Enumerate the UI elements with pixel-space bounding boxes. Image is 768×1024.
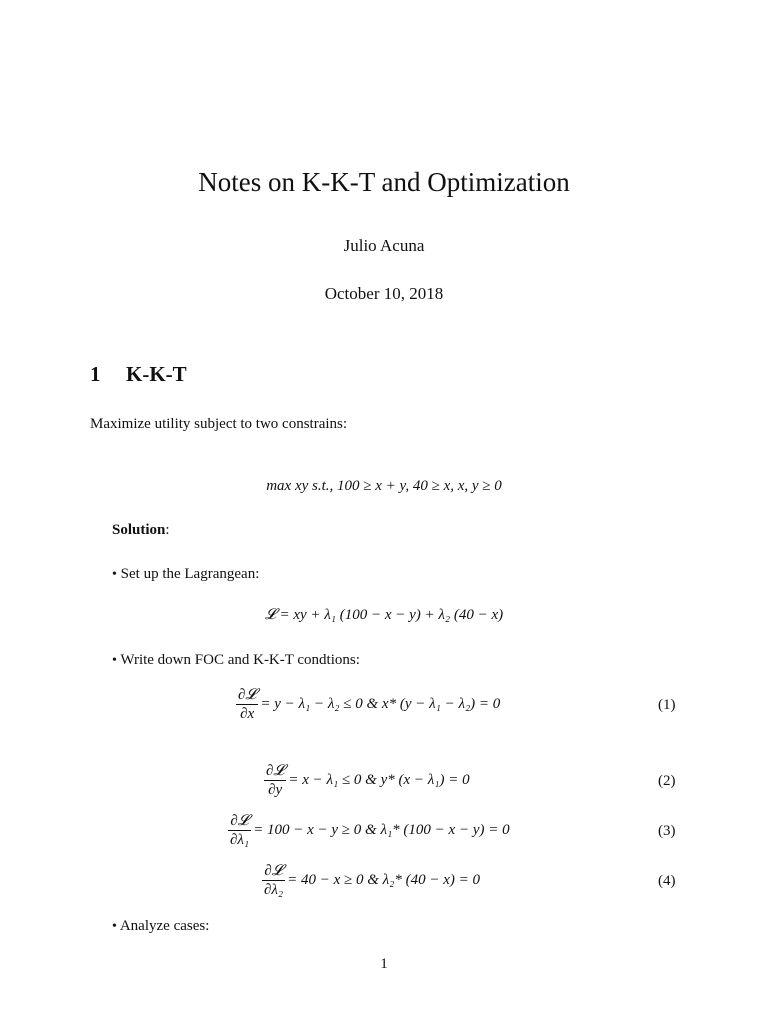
partial-fraction [262, 862, 285, 899]
document-date: October 10, 2018 [324, 284, 444, 303]
section-title: K-K-T [126, 362, 187, 386]
equation-number: (4) [658, 873, 676, 889]
author-name: Julio Acuna [343, 236, 425, 255]
partial-fraction [236, 686, 258, 723]
fraction-numerator: ∂𝓛 [238, 687, 257, 703]
bullet-text: Set up the Lagrangean: [120, 566, 260, 582]
equation [264, 762, 470, 799]
equation-number: (1) [658, 697, 676, 713]
bullet-icon: • [112, 567, 117, 582]
solution-line: Solution: [112, 522, 170, 538]
fraction-numerator: ∂𝓛 [262, 862, 285, 881]
equation-rhs: = 100 − x − y ≥ 0 & λ₁* (100 − x − y) = 0 [253, 821, 510, 838]
fraction-denominator: ∂λ₁ [230, 832, 250, 848]
bullet-item [112, 652, 360, 669]
intro-paragraph: Maximize utility subject to two constrains: [90, 416, 348, 432]
bullet-text: Analyze cases: [119, 918, 210, 934]
fraction-denominator: ∂x [240, 706, 255, 722]
solution-label: Solution [112, 522, 166, 538]
fraction-denominator: ∂y [268, 782, 283, 798]
optimization-problem: max xy s.t., 100 ≥ x + y, 40 ≥ x, x, y ≥ 0 [266, 478, 502, 494]
page-number: 1 [380, 956, 388, 972]
lagrangean-equation: 𝓛 = xy + λ₁ (100 − x − y) + λ₂ (40 − x) [264, 607, 504, 623]
bullet-icon: • [112, 919, 117, 934]
fraction-numerator: ∂𝓛 [228, 812, 251, 831]
bullet-icon: • [112, 653, 117, 668]
bullet-text: Write down FOC and K-K-T condtions: [120, 652, 360, 668]
section-heading [90, 362, 187, 387]
equation-rhs: = y − λ₁ − λ₂ ≤ 0 & x* (y − λ₁ − λ₂) = 0 [260, 695, 501, 712]
bullet-item [112, 566, 259, 583]
equation [228, 812, 510, 849]
equation-number: (3) [658, 823, 676, 839]
partial-fraction [264, 762, 286, 799]
bullet-item [112, 918, 209, 935]
fraction-numerator: ∂𝓛 [266, 763, 285, 779]
partial-fraction [228, 812, 251, 849]
equation [236, 686, 500, 723]
document-title: Notes on K-K-T and Optimization [198, 167, 570, 197]
equation-rhs: = 40 − x ≥ 0 & λ₂* (40 − x) = 0 [287, 871, 481, 888]
fraction-denominator: ∂λ₂ [264, 882, 284, 898]
equation-number: (2) [658, 773, 676, 789]
section-number: 1 [90, 362, 101, 386]
equation [262, 862, 480, 899]
equation-rhs: = x − λ₁ ≤ 0 & y* (x − λ₁) = 0 [288, 771, 470, 788]
